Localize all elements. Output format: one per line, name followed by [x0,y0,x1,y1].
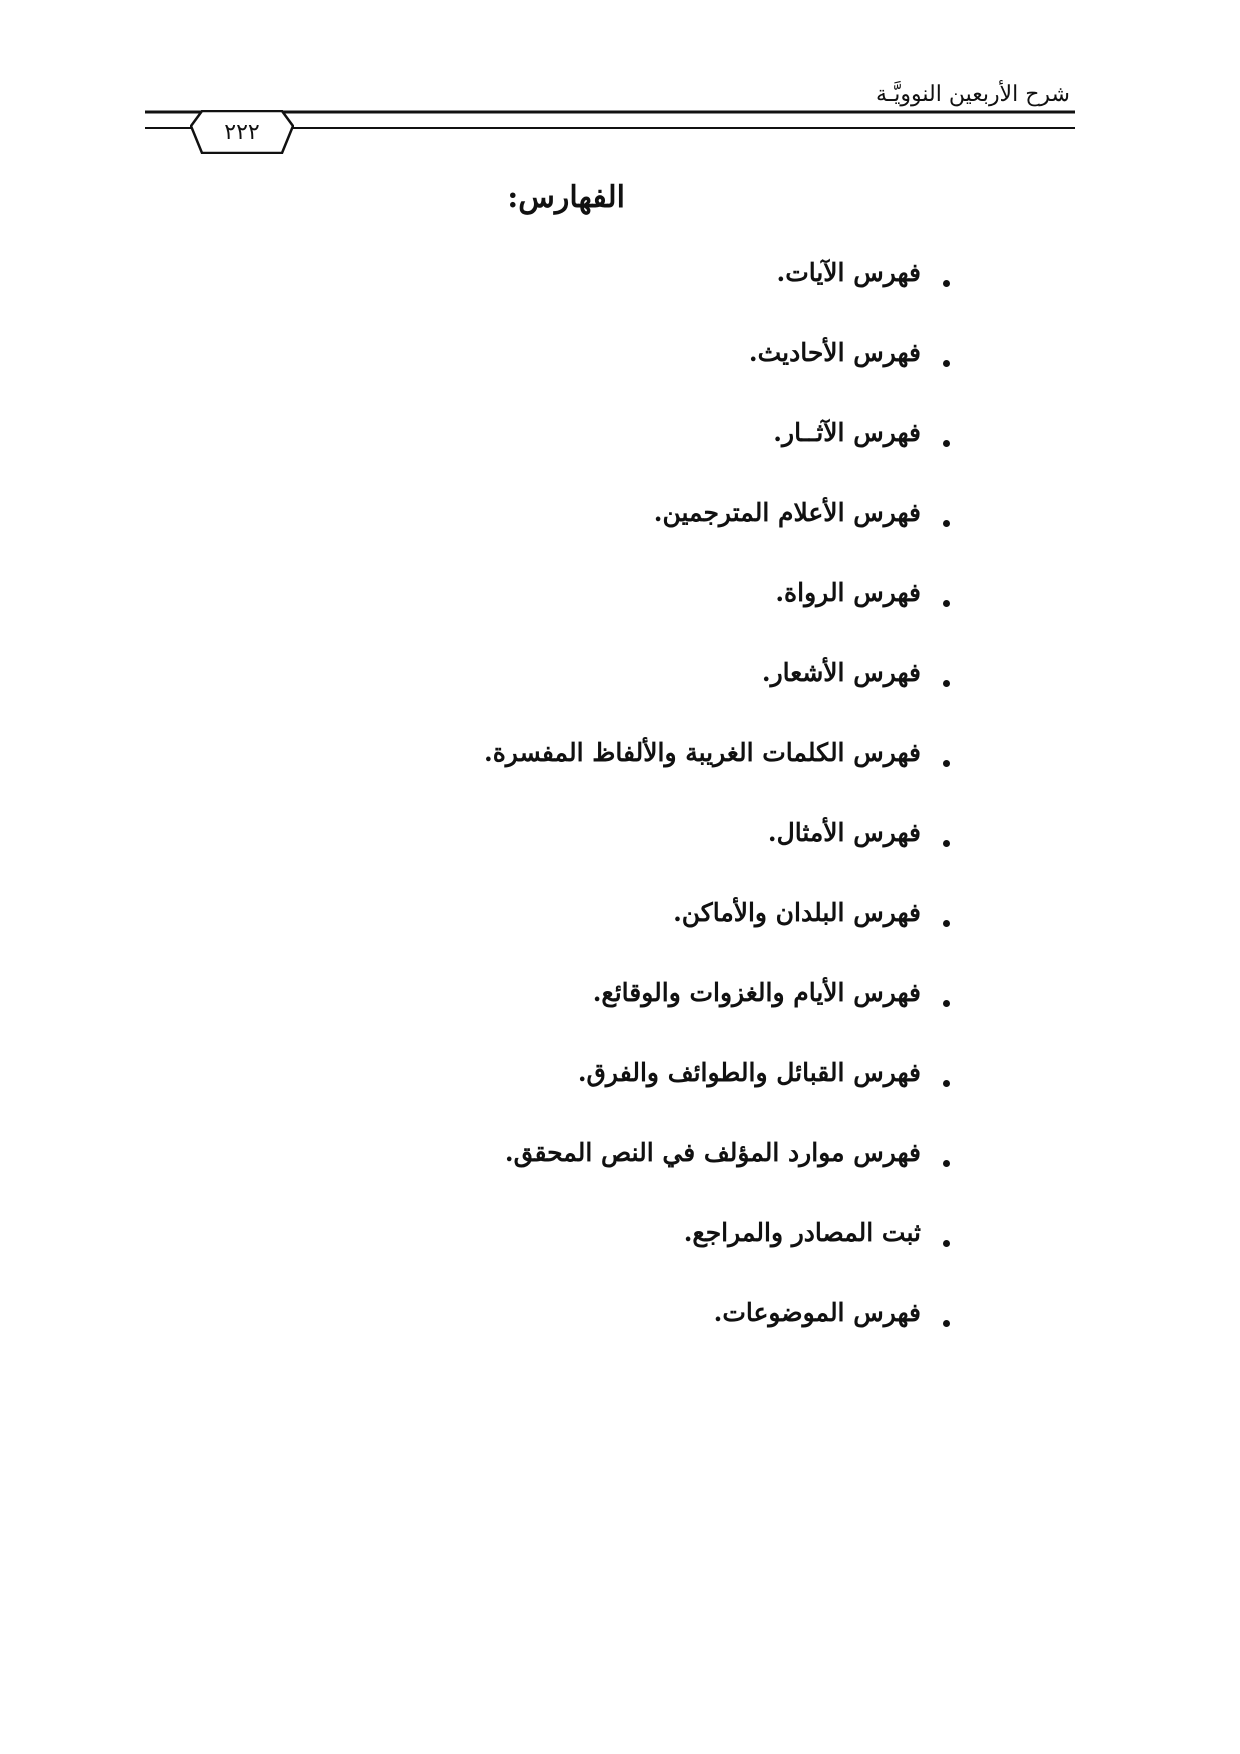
index-item-label: فهرس الآيات. [776,258,921,287]
bullet-icon [943,440,950,447]
index-item-label: فهرس الأحاديث. [748,338,921,367]
list-item [484,1138,950,1218]
index-item-label: فهرس الرواة. [775,578,921,607]
section-heading: الفهارس: [507,180,625,215]
index-item-label: فهرس القبائل والطوائف والفرق. [577,1058,921,1087]
index-item-label: فهرس الآثــار. [773,418,921,447]
bullet-icon [943,760,950,767]
list-item [484,578,950,658]
bullet-icon [943,1080,950,1087]
list-item [484,338,950,418]
index-item-label: فهرس الأمثال. [767,818,921,847]
list-item [484,498,950,578]
page-number-badge [190,110,294,154]
list-item [484,898,950,978]
bullet-icon [943,680,950,687]
running-title: شرح الأربعين النوويَّـة [876,82,1070,107]
index-item-label: فهرس الكلمات الغريبة والألفاظ المفسرة. [483,738,921,767]
index-item-label: فهرس الأشعار. [761,658,921,687]
bullet-icon [943,360,950,367]
bullet-icon [943,1160,950,1167]
list-item [484,978,950,1058]
list-item [484,1298,950,1378]
index-item-label: فهرس البلدان والأماكن. [673,898,921,927]
list-item [484,1218,950,1298]
list-item [484,1058,950,1138]
index-list [484,258,950,1378]
index-item-label: ثبت المصادر والمراجع. [683,1218,921,1247]
bullet-icon [943,1320,950,1327]
index-item-label: فهرس موارد المؤلف في النص المحقق. [504,1138,921,1167]
bullet-icon [943,840,950,847]
bullet-icon [943,520,950,527]
bullet-icon [943,1240,950,1247]
list-item [484,818,950,898]
index-item-label: فهرس الأعلام المترجمين. [653,498,921,527]
list-item [484,738,950,818]
index-item-label: فهرس الموضوعات. [713,1298,921,1327]
page-number: ٢٢٢ [224,119,260,145]
list-item [484,658,950,738]
index-item-label: فهرس الأيام والغزوات والوقائع. [592,978,921,1007]
bullet-icon [943,920,950,927]
list-item [484,258,950,338]
bullet-icon [943,280,950,287]
bullet-icon [943,600,950,607]
bullet-icon [943,1000,950,1007]
list-item [484,418,950,498]
